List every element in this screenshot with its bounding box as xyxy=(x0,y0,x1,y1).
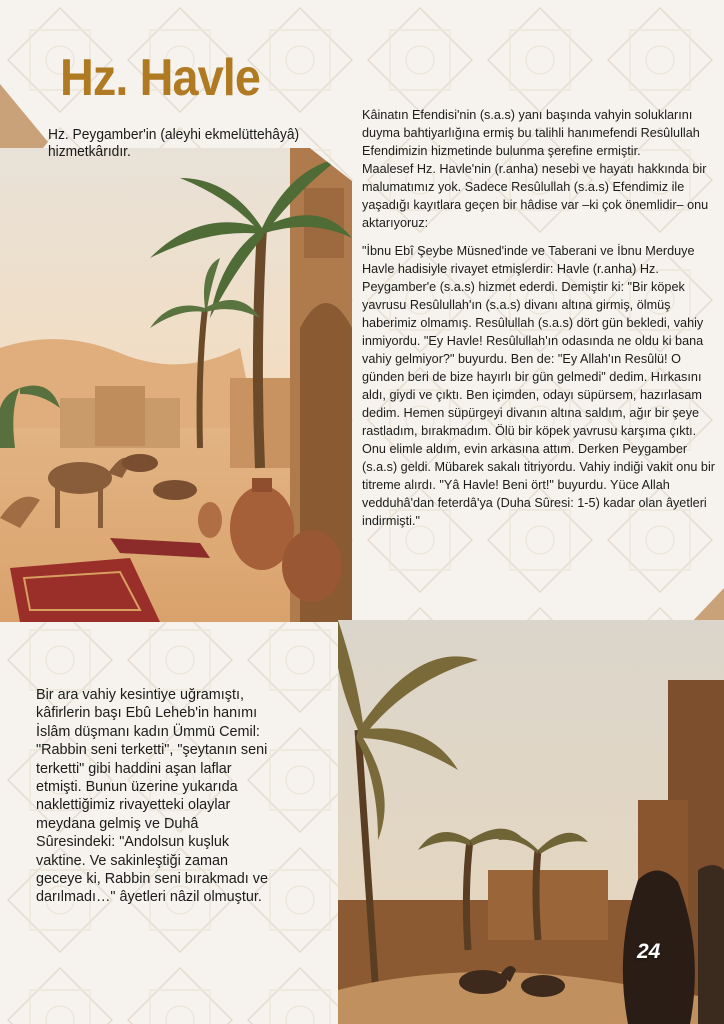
context-paragraph: Bir ara vahiy kesintiye uğramıştı, kâfirlerin başı Ebû Leheb'in hanımı İslâm düşmanı kadın Ümmü Cemil: "Rabbin seni terketti", "şeytanın seni terketti" gibi haddini aşan laflar etmişti. Bunun üzerine yukarıda naklettiğimiz rivayetteki olaylar meydana gelmiş ve Duhâ Sûresindeki: "Andolsun kuşluk vaktine. Ve sakinleştiği zaman geceye ki, Rabbin seni bırakmadı ve darılmadı…" âyetleri nâzil olmuştur. xyxy=(36,687,268,906)
intro-paragraph: Kâinatın Efendisi'nin (s.a.s) yanı başında vahyin soluklarını duyma bahtiyarlığına ermiş bu talihli hanımefendi Resûlullah Efendimizin hizmetinde bulunma şerefine ermiştir. xyxy=(362,107,700,158)
desert-oasis-illustration xyxy=(0,148,352,622)
page-number: 24 xyxy=(637,940,661,963)
right-text-column xyxy=(362,106,718,530)
narration-paragraph: "İbnu Ebî Şeybe Müsned'inde ve Taberani ve İbnu Merduye Havle hadisiyle rivayet etmişlerdir: Havle (r.anha) Hz. Peygamber'e (s.a.s) hizmet ederdi. Demiştir ki: "Bir köpek yavrusu Resûlullah'ın (s.a.s) divanı altına girmiş, ölmüş haberimiz olmamış. Resûlullah (s.a.s) dört gün bekledi, vahiy inmiyordu. "Ey Havle! Resûlullah'ın odasında ne oldu ki bana vahiy gelmiyor?" buyurdu. Ben de: "Ey Allah'ın Resûlü! O günden beri de bize hayırlı bir gün gelmedi" dedim. Hırkasını aldı, giydi ve çıktı. Ben içimden, odayı süpürsem, hazırlasam dedim. Hemen süpürgeyi divanın altına saldım, ağır bir şeye rastladım, bırakmadım. Ölü bir köpek yavrusu karşıma çıktı. Onu elimle aldım, evin arkasına attım. Derken Peygamber (s.a.s) geldi. Mübarek sakalı titriyordu. Vahiy indiği vakit onu bir titreme alırdı. "Yâ Havle! Beni ört!" buyurdu. Yüce Allah vedduhâ'dan feterdâ'ya (Duha Sûresi: 1-5) kadar olan âyetleri indirmişti." xyxy=(362,243,715,528)
page-subtitle: Hz. Peygamber'in (aleyhi ekmelüttehâyâ) hizmetkârıdır. xyxy=(48,126,300,160)
left-text-column xyxy=(36,686,276,907)
lineage-paragraph: Maalesef Hz. Havle'nin (r.anha) nesebi ve hayatı hakkında bir malumatımız yok. Sadece Resûlullah (s.a.s) Efendimiz ile yaşadığı kayıtlara geçen bir hâdise var –ki çok önemlidir– onu aktarıyoruz: xyxy=(362,161,709,230)
palm-courtyard-illustration xyxy=(338,620,724,1024)
page-title: Hz. Havle xyxy=(60,49,260,107)
